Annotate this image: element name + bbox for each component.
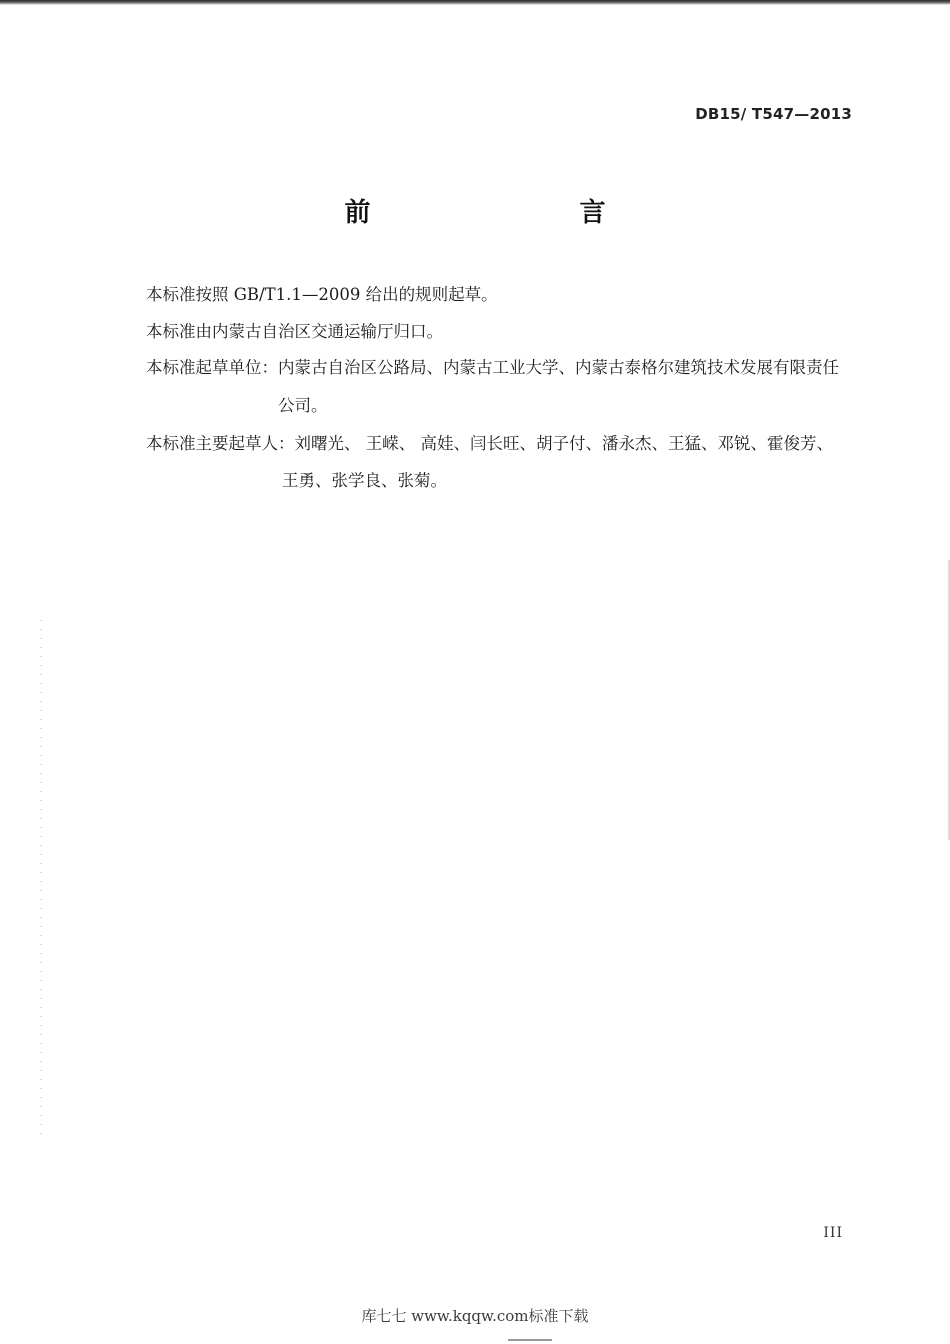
section-title: 前 言 — [344, 198, 706, 228]
paragraph-main-drafters-continued: 王勇、张学良、张菊。 — [282, 471, 447, 490]
paragraph-centralized-by: 本标准由内蒙古自治区交通运输厅归口。 — [146, 322, 443, 341]
page-number: III — [823, 1225, 843, 1241]
paragraph-drafting-units: 本标准起草单位：内蒙古自治区公路局、内蒙古工业大学、内蒙古泰格尔建筑技术发展有限责任 — [146, 358, 839, 377]
watermark-underline — [508, 1339, 552, 1341]
scan-left-binding-dots — [40, 620, 42, 1140]
paragraph-main-drafters: 本标准主要起草人：刘曙光、 王嵘、 高娃、闫长旺、胡子付、潘永杰、王猛、邓锐、霍俊芳、 — [146, 434, 833, 453]
download-watermark: 库七七 www.kqqw.com标准下载 — [361, 1307, 589, 1325]
scan-top-border — [0, 0, 950, 5]
standard-code: DB15/ T547—2013 — [695, 105, 852, 123]
paragraph-drafting-rules: 本标准按照 GB/T1.1—2009 给出的规则起草。 — [146, 285, 498, 304]
paragraph-drafting-units-continued: 公司。 — [278, 396, 328, 415]
